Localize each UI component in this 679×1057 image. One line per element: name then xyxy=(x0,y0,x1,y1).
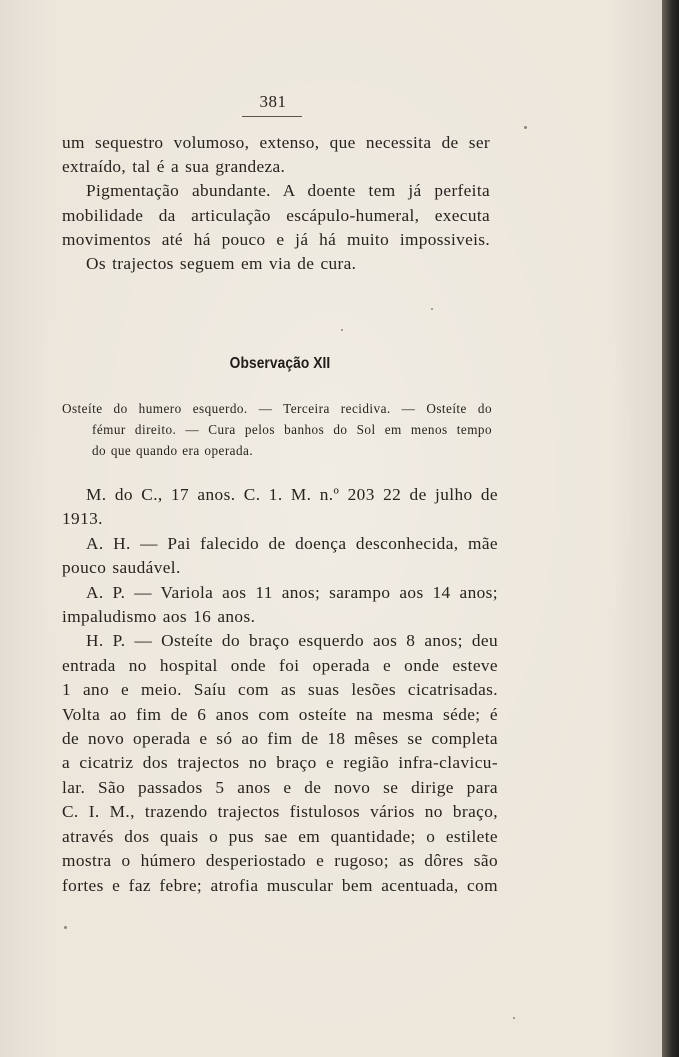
summary-line: Osteíte do humero esquerdo. — Terceira recidiva. — Osteíte do xyxy=(62,401,492,416)
text-line: extraído, tal é a sua grandeza. xyxy=(62,157,286,177)
body-line: 1 ano e meio. Saíu com as suas lesões cicatrisadas. xyxy=(62,680,498,700)
body-line: fortes e faz febre; atrofia muscular bem acentuada, com xyxy=(62,875,498,895)
body-line: pouco saudável. xyxy=(62,558,181,578)
book-gutter-edge xyxy=(662,0,679,1057)
paper-speck xyxy=(64,926,67,929)
body-line: M. do C., 17 anos. C. 1. M. n.º 203 22 de julho de xyxy=(86,485,498,504)
paper-speck xyxy=(431,308,433,310)
case-summary xyxy=(62,398,492,461)
body-line: lar. São passados 5 anos e de novo se dirige para xyxy=(62,777,498,797)
section-heading: Observação XII xyxy=(229,355,331,372)
body-line: C. I. M., trazendo trajectos fistulosos vários no braço, xyxy=(62,802,498,822)
page-number: 381 xyxy=(259,92,287,111)
page-number-rule xyxy=(242,116,302,117)
body-line: Volta ao fim de 6 anos com osteíte na mesma séde; é xyxy=(62,704,498,724)
paper-speck xyxy=(341,329,343,331)
paper-speck xyxy=(524,126,527,129)
summary-line: do que quando era operada. xyxy=(92,443,254,458)
body-line: a cicatriz dos trajectos no braço e região infra-clavicu- xyxy=(62,753,498,773)
body-line: 1913. xyxy=(62,509,103,529)
body-line: A. P. — Variola aos 11 anos; sarampo aos 14 anos; xyxy=(86,582,498,602)
text-line: mobilidade da articulação escápulo-humeral, executa xyxy=(62,205,490,225)
summary-line: fémur direito. — Cura pelos banhos do Sol em menos tempo xyxy=(92,422,492,437)
body-line: H. P. — Osteíte do braço esquerdo aos 8 anos; deu xyxy=(86,631,498,651)
continuation-paragraph xyxy=(62,131,490,276)
body-line: entrada no hospital onde foi operada e onde esteve xyxy=(62,655,498,675)
body-line: de novo operada e só ao fim de 18 mêses se completa xyxy=(62,729,498,749)
text-line: movimentos até há pouco e já há muito impossiveis. xyxy=(62,229,490,249)
case-body xyxy=(62,483,498,898)
text-line: Os trajectos seguem em via de cura. xyxy=(86,254,357,274)
body-line: A. H. — Pai falecido de doença desconhecida, mãe xyxy=(86,533,498,553)
body-line: mostra o húmero desperiostado e rugoso; as dôres são xyxy=(62,851,498,871)
text-line: um sequestro volumoso, extenso, que necessita de ser xyxy=(62,133,490,152)
body-line: através dos quais o pus sae em quantidade; o estilete xyxy=(62,826,498,846)
body-line: impaludismo aos 16 anos. xyxy=(62,607,256,627)
text-line: Pigmentação abundante. A doente tem já perfeita xyxy=(86,181,490,201)
paper-speck xyxy=(513,1017,515,1019)
